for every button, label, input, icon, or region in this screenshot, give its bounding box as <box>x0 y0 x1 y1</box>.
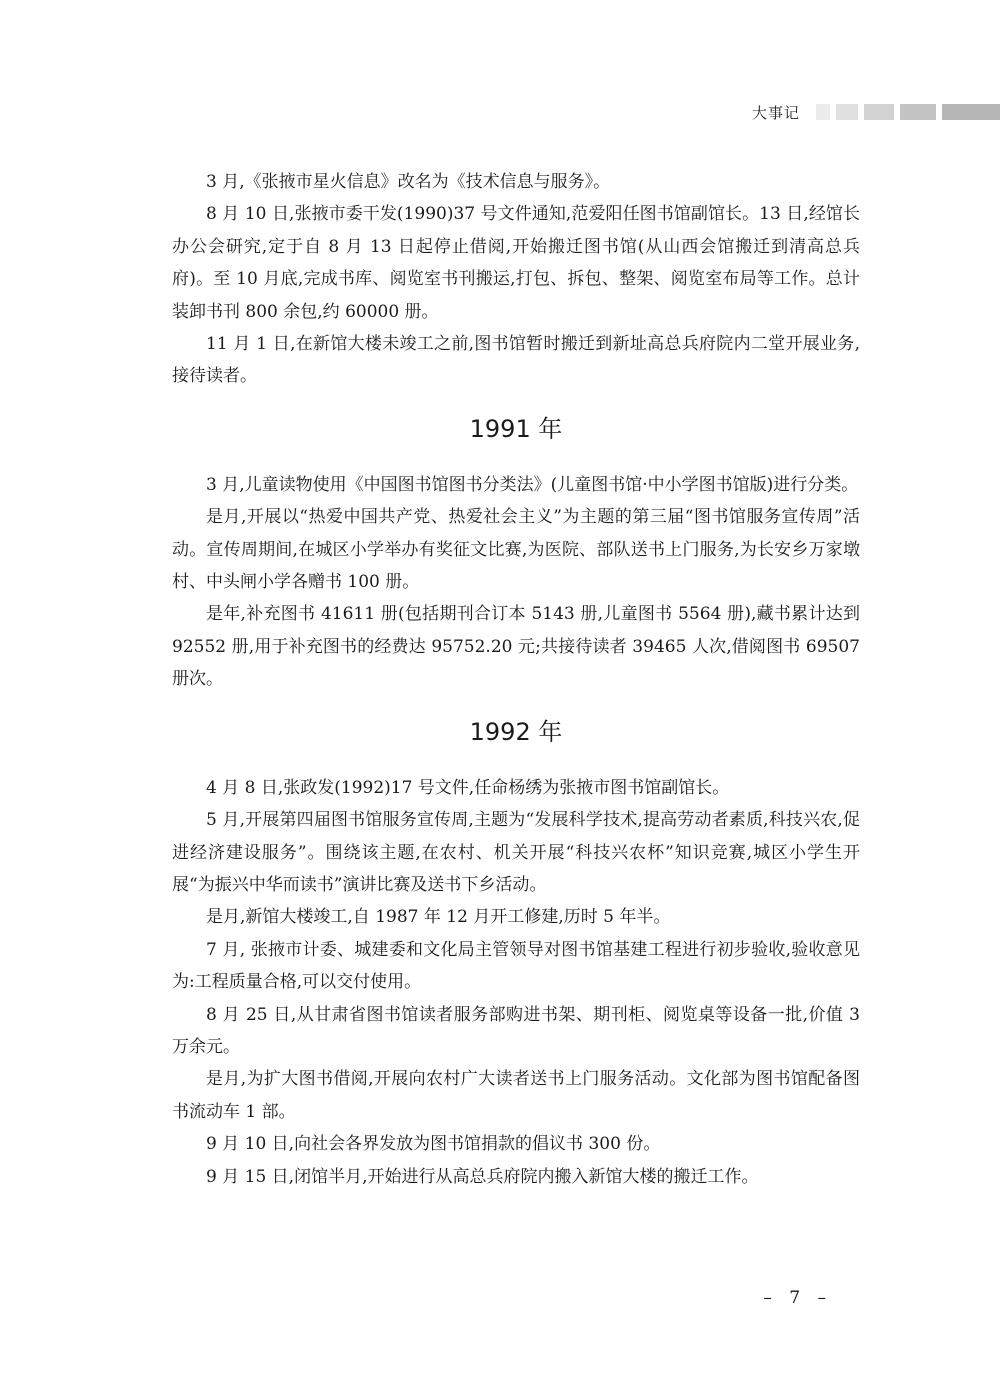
paragraph: 是月,开展以“热爱中国共产党、热爱社会主义”为主题的第三届“图书馆服务宣传周”活动。宣传周期间,在城区小学举办有奖征文比赛,为医院、部队送书上门服务,为长安乡万家墩村、中头闸小学各赠书 100 册。 <box>172 507 860 593</box>
paragraph: 8 月 25 日,从甘肃省图书馆读者服务部购进书架、期刊柜、阅览桌等设备一批,价值 3 万余元。 <box>172 1004 860 1057</box>
running-header-title: 大事记 <box>751 103 800 122</box>
paragraph: 7 月, 张掖市计委、城建委和文化局主管领导对图书馆基建工程进行初步验收,验收意见为:工程质量合格,可以交付使用。 <box>172 939 860 993</box>
paragraph: 9 月 10 日,向社会各界发放为图书馆捐款的倡议书 300 份。 <box>206 1134 661 1155</box>
page-number: – 7 – <box>763 1288 832 1308</box>
page-body <box>172 166 860 1193</box>
paragraph: 11 月 1 日,在新馆大楼未竣工之前,图书馆暂时搬迁到新址高总兵府院内二堂开展业务,接待读者。 <box>172 334 860 387</box>
paragraph: 是月,为扩大图书借阅,开展向农村广大读者送书上门服务活动。文化部为图书馆配备图书流动车 1 部。 <box>172 1069 860 1122</box>
paragraph: 4 月 8 日,张政发(1992)17 号文件,任命杨绣为张掖市图书馆副馆长。 <box>206 777 730 798</box>
header-decor-bar <box>900 104 936 120</box>
section-1990-continued <box>172 166 860 393</box>
header-decor-bar <box>816 104 830 120</box>
paragraph: 9 月 15 日,闭馆半月,开始进行从高总兵府院内搬入新馆大楼的搬迁工作。 <box>206 1166 759 1187</box>
header-decor-bar <box>836 104 858 120</box>
header-decor-bar <box>864 104 894 120</box>
paragraph: 3 月,《张掖市星火信息》改名为《技术信息与服务》。 <box>206 172 611 192</box>
year-heading: 1991 年 <box>469 414 563 443</box>
paragraph: 是月,新馆大楼竣工,自 1987 年 12 月开工修建,历时 5 年半。 <box>206 907 671 928</box>
header-decor-bar <box>942 104 1000 120</box>
running-header <box>752 102 1000 122</box>
section-1991 <box>172 413 860 696</box>
section-1992 <box>172 716 860 1193</box>
year-heading: 1992 年 <box>469 717 563 746</box>
paragraph: 是年,补充图书 41611 册(包括期刊合订本 5143 册,儿童图书 5564 册),藏书累计达到 92552 册,用于补充图书的经费达 95752.20 元;共接待读者 39465 人次,借阅图书 69507 册次。 <box>172 604 860 690</box>
paragraph: 5 月,开展第四届图书馆服务宣传周,主题为“发展科学技术,提高劳动者素质,科技兴农,促进经济建设服务”。围绕该主题,在农村、机关开展“科技兴农杯”知识竞赛,城区小学生开展“为振兴中华而读书”演讲比赛及送书下乡活动。 <box>172 810 860 895</box>
paragraph: 3 月,儿童读物使用《中国图书馆图书分类法》(儿童图书馆·中小学图书馆版)进行分类。 <box>206 474 859 495</box>
paragraph: 8 月 10 日,张掖市委干发(1990)37 号文件通知,范爱阳任图书馆副馆长。13 日,经馆长办公会研究,定于自 8 月 13 日起停止借阅,开始搬迁图书馆(从山西会馆搬迁到清高总兵府)。至 10 月底,完成书库、阅览室书刊搬运,打包、拆包、整架、阅览室布局等工作。总计装卸书刊 800 余包,约 60000 册。 <box>172 204 860 322</box>
